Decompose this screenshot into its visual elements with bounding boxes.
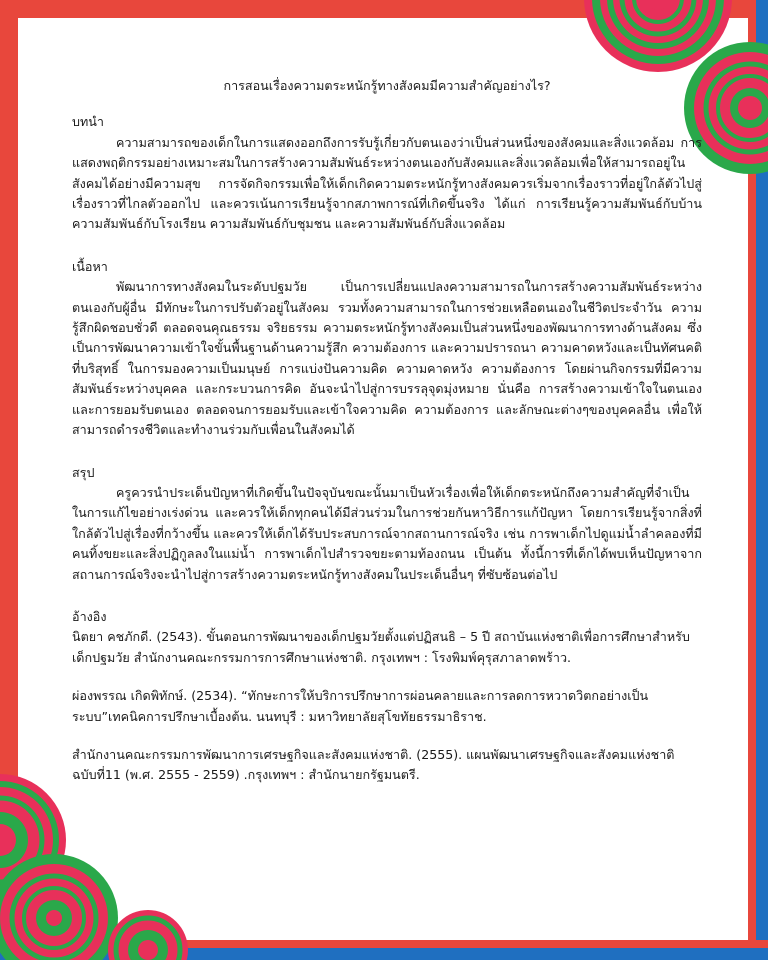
document-title: การสอนเรื่องความตระหนักรู้ทางสังคมมีความสำคัญอย่างไร? <box>223 78 551 93</box>
section-intro <box>72 112 702 234</box>
references <box>72 607 702 786</box>
section-heading: สรุป <box>72 464 95 480</box>
reference-item: นิตยา คชภักดี. (2543). ขั้นตอนการพัฒนาของเด็กปฐมวัยตั้งแต่ปฏิสนธิ – 5 ปี สถาบันแห่งชาติเพื่อการศึกษาสำหรับเด็กปฐมวัย สำนักงานคณะกรรมการการศึกษาแห่งชาติ. กรุงเทพฯ : โรงพิมพ์คุรุสภาลาดพร้าว. <box>72 629 690 665</box>
reference-item: ผ่องพรรณ เกิดพิทักษ์. (2534). “ทักษะการให้บริการปรึกษาการผ่อนคลายและการลดการหวาดวิตกอย่างเป็นระบบ”เทคนิคการปรึกษาเบื้องต้น. นนทบุรี : มหาวิทยาลัยสุโขทัยธรรมาธิราช. <box>72 688 649 724</box>
section-content <box>72 257 702 441</box>
section-body: พัฒนาการทางสังคมในระดับปฐมวัย เป็นการเปลี่ยนแปลงความสามารถในการสร้างความสัมพันธ์ระหว่างตนเองกับผู้อื่น มีทักษะในการปรับตัวอยู่ในสังคม รวมทั้งความสามารถในการช่วยเหลือตนเองในชีวิตประจำวัน ความรู้สึกผิดชอบชั่วดี ตลอดจนคุณธรรม จริยธรรม ความตระหนักรู้ทางสังคมเป็นส่วนหนึ่งของพัฒนาการทางด้านสังคม ซึ่งเป็นการพัฒนาความเข้าใจขั้นพื้นฐานด้านความรู้สึก ความต้องการ และความปรารถนา ความคาดหวังและเป็นทัศนคติที่บริสุทธิ์ ในการมองความเป็นมนุษย์ การแบ่งปันความคิด ความคาดหวัง ความต้องการ โดยผ่านกิจกรรมที่มีความสัมพันธ์ระหว่างบุคคล และกระบวนการคิด อันจะนำไปสู่การบรรลุจุดมุ่งหมาย นั่นคือ การสร้างความเข้าใจในตนเอง และการยอมรับตนเอง ตลอดจนการยอมรับและเข้าใจความคิด ความต้องการ และลักษณะต่างๆของบุคคลอื่น เพื่อให้สามารถดำรงชีวิตและทำงานร่วมกับเพื่อนในสังคมได้ <box>72 279 702 438</box>
section-body: ครูควรนำประเด็นปัญหาที่เกิดขึ้นในปัจจุบันขณะนั้นมาเป็นหัวเรื่องเพื่อให้เด็กตระหนักถึงความสำคัญที่จำเป็นในการแก้ไขอย่างเร่งด่วน และควรให้เด็กทุกคนได้มีส่วนร่วมในการช่วยกันหาวิธีการแก้ปัญหา โดยการเรียนรู้จากสิ่งที่ใกล้ตัวไปสู่เรื่องที่กว้างขึ้น และควรให้เด็กได้รับประสบการณ์จากสถานการณ์จริง เช่น การพาเด็กไปดูแม่น้ำลำคลองที่มีคนทิ้งขยะและสิ่งปฏิกูลลงในแม่น้ำ การพาเด็กไปสำรวจขยะตามท้องถนน เป็นต้น ทั้งนี้การที่เด็กได้พบเห็นปัญหาจากสถานการณ์จริงจะนำไปสู่การสร้างความตระหนักรู้ทางสังคมในประเด็นอื่นๆ ที่ซับซ้อนต่อไป <box>72 484 702 582</box>
reference-item: สำนักงานคณะกรรมการพัฒนาการเศรษฐกิจและสังคมแห่งชาติ. (2555). แผนพัฒนาเศรษฐกิจและสังคมแห่งชาติ ฉบับที่11 (พ.ศ. 2555 - 2559) .กรุงเทพฯ : สำนักนายกรัฐมนตรี. <box>72 746 675 783</box>
section-heading: เนื้อหา <box>72 258 108 274</box>
circle-cluster-bottom <box>0 854 118 960</box>
circle-cluster-corner <box>108 910 188 960</box>
section-summary <box>72 463 702 585</box>
section-body: ความสามารถของเด็กในการแสดงออกถึงการรับรู้เกี่ยวกับตนเองว่าเป็นส่วนหนึ่งของสังคมและสิ่งแวดล้อม การแสดงพฤติกรรมอย่างเหมาะสมในการสร้างความสัมพันธ์ระหว่างตนเองกับสังคมและสิ่งแวดล้อมเพื่อให้สามารถอยู่ในสังคมได้อย่างมีความสุข การจัดกิจกรรมเพื่อให้เด็กเกิดความตระหนักรู้ทางสังคมควรเริ่มจากเรื่องราวที่อยู่ใกล้ตัวไปสู่เรื่องราวที่ไกลตัวออกไป และควรเน้นการเรียนรู้จากสภาพการณ์ที่เกิดขึ้นจริง ได้แก่ การเรียนรู้ความสัมพันธ์กับบ้าน ความสัมพันธ์กับโรงเรียน ความสัมพันธ์กับชุมชน และความสัมพันธ์กับสิ่งแวดล้อม <box>72 134 702 232</box>
document-page <box>72 70 702 804</box>
references-heading: อ้างอิง <box>72 608 107 624</box>
section-heading: บทนำ <box>72 114 104 130</box>
